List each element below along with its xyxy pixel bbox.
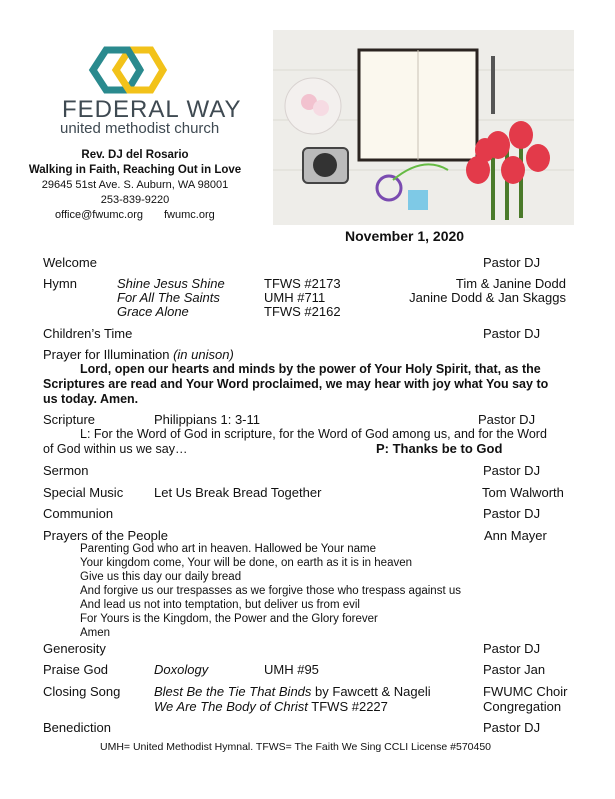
hymn-leader-1: Tim & Janine Dodd xyxy=(455,276,566,291)
scripture-response-line2: of God within us we say… xyxy=(43,442,188,456)
closing-song-2 xyxy=(154,699,388,714)
praise-god-label: Praise God xyxy=(43,662,109,677)
childrens-time-leader: Pastor DJ xyxy=(483,326,541,341)
special-music-title: Let Us Break Bread Together xyxy=(154,485,322,500)
prayer-illumination-note: (in unison) xyxy=(173,347,234,362)
hymn-label: Hymn xyxy=(43,276,77,291)
scripture-passage: Philippians 1: 3-11 xyxy=(154,412,260,427)
desk-photo-icon xyxy=(273,30,574,225)
closing-song-2-leader: Congregation xyxy=(483,699,562,714)
prayers-people-leader: Ann Mayer xyxy=(484,528,547,543)
prayer-illumination-line3: us today. Amen. xyxy=(43,392,139,406)
praise-god-ref: UMH #95 xyxy=(264,662,319,677)
hymn-title-2: For All The Saints xyxy=(117,290,220,305)
hymn-title-1: Shine Jesus Shine xyxy=(117,276,225,291)
scripture-response-line1: L: For the Word of God in scripture, for the Word of God among us, and for the Word xyxy=(80,427,547,441)
website-link[interactable]: fwumc.org xyxy=(164,209,215,221)
closing-song-2-ref: TFWS #2227 xyxy=(311,699,388,714)
prayer-illumination-label xyxy=(43,347,234,362)
closing-song-1-leader: FWUMC Choir xyxy=(483,684,568,699)
prayer-line: Your kingdom come, Your will be done, on earth as it is in heaven xyxy=(80,557,413,569)
hymn-ref-2: UMH #711 xyxy=(264,290,326,305)
prayer-illumination-line2: Scriptures are read and Your Word proclaimed, we may hear with joy what You say to xyxy=(43,377,549,391)
prayer-illumination-title: Prayer for Illumination xyxy=(43,347,170,362)
closing-song-2-title: We Are The Body of Christ xyxy=(154,699,308,714)
prayer-line: For Yours is the Kingdom, the Power and the Glory forever xyxy=(80,613,378,625)
special-music-label: Special Music xyxy=(43,485,124,500)
header-photo xyxy=(273,30,574,225)
church-logo-icon xyxy=(88,44,168,94)
address: 29645 51st Ave. S. Auburn, WA 98001 xyxy=(41,179,229,191)
welcome-leader: Pastor DJ xyxy=(483,255,541,270)
hymn-leader-2: Janine Dodd & Jan Skaggs xyxy=(409,290,566,305)
email-link[interactable]: office@fwumc.org xyxy=(55,209,143,221)
benediction-leader: Pastor DJ xyxy=(483,720,541,735)
scripture-label: Scripture xyxy=(43,412,96,427)
welcome-label: Welcome xyxy=(43,255,97,270)
church-subname: united methodist church xyxy=(60,120,220,137)
benediction-label: Benediction xyxy=(43,720,111,735)
special-music-leader: Tom Walworth xyxy=(482,485,564,500)
hymn-title-3: Grace Alone xyxy=(117,304,189,319)
hymn-ref-1: TFWS #2173 xyxy=(264,276,341,291)
prayers-people-label: Prayers of the People xyxy=(43,528,169,543)
closing-song-1 xyxy=(154,684,431,699)
hymn-ref-3: TFWS #2162 xyxy=(264,304,341,319)
prayer-line: Amen xyxy=(80,627,111,639)
footer-note: UMH= United Methodist Hymnal. TFWS= The Faith We Sing CCLI License #570450 xyxy=(100,741,492,753)
generosity-leader: Pastor DJ xyxy=(483,641,541,656)
praise-god-title: Doxology xyxy=(154,662,209,677)
communion-label: Communion xyxy=(43,506,114,521)
sermon-leader: Pastor DJ xyxy=(483,463,541,478)
prayer-line: And lead us not into temptation, but deliver us from evil xyxy=(80,599,360,611)
lords-prayer xyxy=(80,542,461,640)
communion-leader: Pastor DJ xyxy=(483,506,541,521)
people-response: P: Thanks be to God xyxy=(376,441,503,456)
pastor-name: Rev. DJ del Rosario xyxy=(81,149,189,161)
closing-song-label: Closing Song xyxy=(43,684,121,699)
closing-song-1-title: Blest Be the Tie That Binds xyxy=(154,684,312,699)
closing-song-1-by: by Fawcett & Nageli xyxy=(315,684,431,699)
prayer-line: Give us this day our daily bread xyxy=(80,571,242,583)
sermon-label: Sermon xyxy=(43,463,89,478)
praise-god-leader: Pastor Jan xyxy=(483,662,546,677)
prayer-illumination-line1: Lord, open our hearts and minds by the power of Your Holy Spirit, that, as the xyxy=(80,362,541,376)
prayer-line: Parenting God who art in heaven. Hallowed be Your name xyxy=(80,543,377,555)
prayer-line: And forgive us our trespasses as we forgive those who trespass against us xyxy=(80,585,461,597)
church-name: FEDERAL WAY xyxy=(62,96,242,123)
generosity-label: Generosity xyxy=(43,641,106,656)
childrens-time-label: Children’s Time xyxy=(43,326,133,341)
scripture-leader: Pastor DJ xyxy=(478,412,536,427)
phone: 253-839-9220 xyxy=(100,194,170,206)
motto: Walking in Faith, Reaching Out in Love xyxy=(28,164,242,176)
service-date: November 1, 2020 xyxy=(345,228,465,244)
